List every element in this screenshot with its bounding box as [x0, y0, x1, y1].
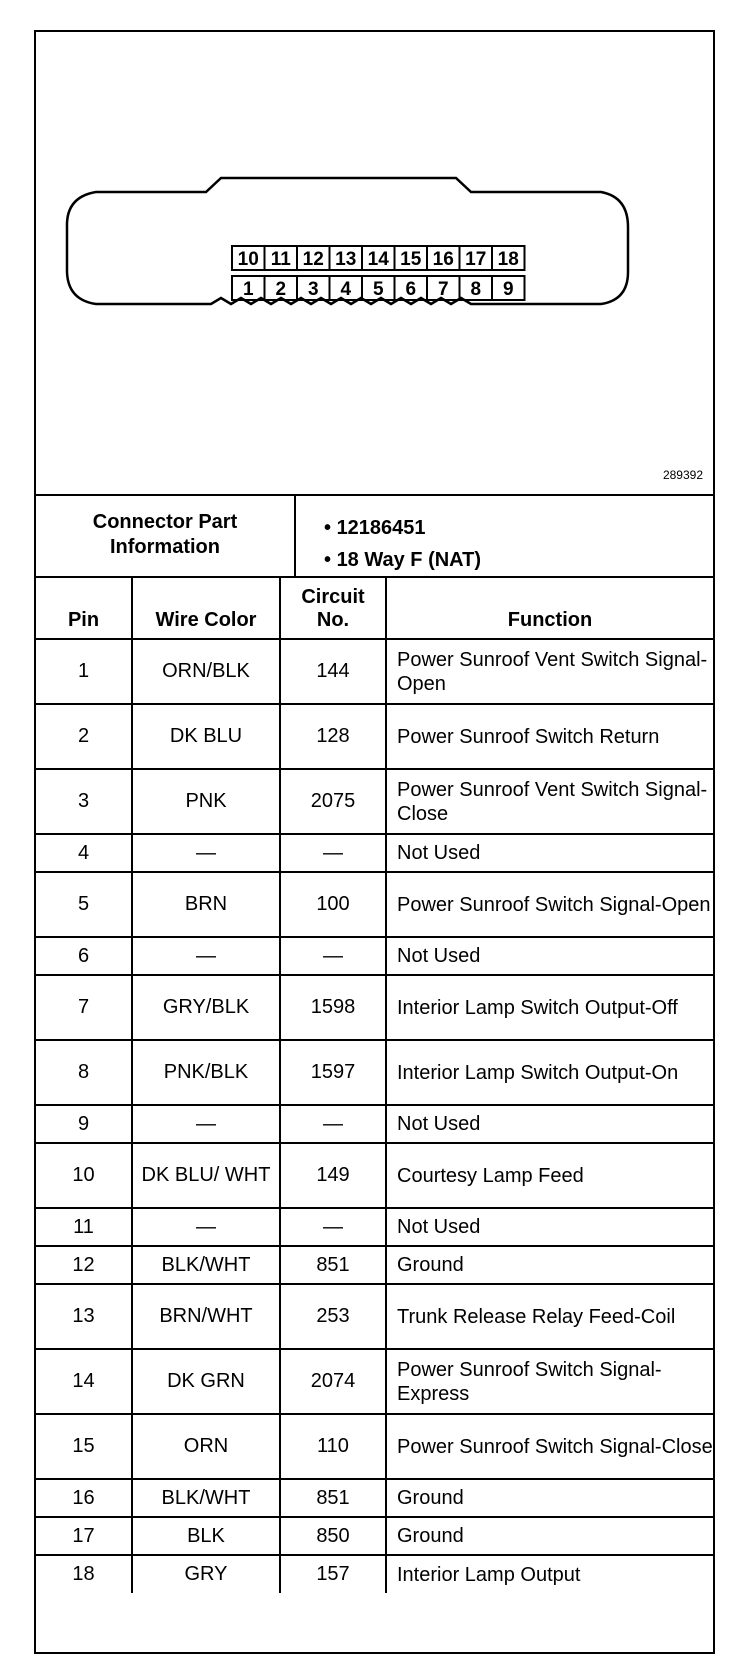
circuit-cell: 128 — [280, 704, 386, 769]
function-cell: Not Used — [386, 834, 713, 872]
table-row — [36, 1208, 713, 1246]
pin-cell: 9 — [36, 1105, 132, 1143]
circuit-cell: 850 — [280, 1517, 386, 1555]
table-header — [36, 577, 713, 639]
pin-number-label: 14 — [367, 249, 389, 270]
circuit-cell: 100 — [280, 872, 386, 937]
connector-part-number: • 12186451 — [324, 517, 426, 539]
connector-part-list — [324, 512, 481, 576]
pin-number-label: 9 — [502, 279, 514, 300]
pin-cell: 8 — [36, 1040, 132, 1105]
table-row — [36, 1479, 713, 1517]
function-cell: Interior Lamp Switch Output-On — [386, 1040, 713, 1105]
pin-number-label: 18 — [497, 249, 519, 270]
table-row — [36, 1040, 713, 1105]
wire-color-cell: BLK — [132, 1517, 280, 1555]
circuit-cell: 157 — [280, 1555, 386, 1593]
pin-number-label: 15 — [400, 249, 422, 270]
connector-type: • 18 Way F (NAT) — [324, 549, 482, 571]
pin-cell: 3 — [36, 769, 132, 834]
connector-part-label: Connector Part Information — [36, 494, 296, 576]
circuit-cell: 110 — [280, 1414, 386, 1479]
pinout-table — [36, 576, 713, 1593]
function-cell: Ground — [386, 1479, 713, 1517]
wire-color-cell: PNK — [132, 769, 280, 834]
function-cell: Not Used — [386, 937, 713, 975]
table-row — [36, 1555, 713, 1593]
function-cell: Interior Lamp Output — [386, 1555, 713, 1593]
function-cell: Not Used — [386, 1105, 713, 1143]
wire-color-cell: GRY — [132, 1555, 280, 1593]
circuit-cell: — — [280, 1105, 386, 1143]
wire-color-cell: ORN/BLK — [132, 639, 280, 704]
pin-cell: 13 — [36, 1284, 132, 1349]
wire-color-cell: — — [132, 1105, 280, 1143]
wire-color-cell: BRN/WHT — [132, 1284, 280, 1349]
pin-cell: 14 — [36, 1349, 132, 1414]
circuit-cell: 253 — [280, 1284, 386, 1349]
function-cell: Power Sunroof Vent Switch Signal-Open — [386, 639, 713, 704]
circuit-cell: 2075 — [280, 769, 386, 834]
wire-color-cell: — — [132, 1208, 280, 1246]
pin-number-label: 16 — [432, 249, 454, 270]
table-row — [36, 937, 713, 975]
function-cell: Interior Lamp Switch Output-Off — [386, 975, 713, 1040]
circuit-cell: 1597 — [280, 1040, 386, 1105]
pin-number-label: 10 — [237, 249, 259, 270]
function-cell: Power Sunroof Switch Signal-Open — [386, 872, 713, 937]
table-row — [36, 1246, 713, 1284]
pin-number-label: 4 — [340, 279, 352, 300]
header-wire-color: Wire Color — [132, 577, 280, 639]
pin-number-label: 3 — [307, 279, 319, 300]
pin-cell: 18 — [36, 1555, 132, 1593]
circuit-cell: — — [280, 834, 386, 872]
table-row — [36, 1105, 713, 1143]
wire-color-cell: ORN — [132, 1414, 280, 1479]
circuit-cell: 149 — [280, 1143, 386, 1208]
connector-outline-drawing — [36, 32, 713, 494]
table-row — [36, 1349, 713, 1414]
pin-number-label: 13 — [335, 249, 357, 270]
pin-number-label: 11 — [270, 249, 291, 270]
pin-number-label: 7 — [437, 279, 449, 300]
table-row — [36, 834, 713, 872]
circuit-cell: — — [280, 1208, 386, 1246]
connector-sheet — [34, 30, 715, 1654]
wire-color-cell: BLK/WHT — [132, 1479, 280, 1517]
wire-color-cell: PNK/BLK — [132, 1040, 280, 1105]
table-row — [36, 1143, 713, 1208]
header-function: Function — [386, 577, 713, 639]
pin-number-label: 17 — [465, 249, 487, 270]
header-circuit: Circuit No. — [280, 577, 386, 639]
table-row — [36, 1284, 713, 1349]
pin-number-label: 1 — [242, 279, 254, 300]
table-row — [36, 1414, 713, 1479]
circuit-cell: 1598 — [280, 975, 386, 1040]
wire-color-cell: DK BLU — [132, 704, 280, 769]
table-row — [36, 872, 713, 937]
connector-diagram — [36, 32, 713, 496]
pin-number-label: 2 — [275, 279, 287, 300]
wire-color-cell: — — [132, 937, 280, 975]
pin-cell: 4 — [36, 834, 132, 872]
circuit-cell: 851 — [280, 1479, 386, 1517]
wire-color-cell: — — [132, 834, 280, 872]
header-pin: Pin — [36, 577, 132, 639]
function-cell: Courtesy Lamp Feed — [386, 1143, 713, 1208]
table-row — [36, 975, 713, 1040]
wire-color-cell: DK GRN — [132, 1349, 280, 1414]
function-cell: Power Sunroof Switch Signal- Express — [386, 1349, 713, 1414]
pin-cell: 5 — [36, 872, 132, 937]
pin-cell: 11 — [36, 1208, 132, 1246]
function-cell: Power Sunroof Vent Switch Signal-Close — [386, 769, 713, 834]
table-row — [36, 1517, 713, 1555]
pin-number-label: 6 — [405, 279, 417, 300]
pin-number-label: 5 — [372, 279, 384, 300]
function-cell: Ground — [386, 1246, 713, 1284]
function-cell: Not Used — [386, 1208, 713, 1246]
pin-cell: 10 — [36, 1143, 132, 1208]
circuit-cell: 144 — [280, 639, 386, 704]
pin-number-label: 8 — [470, 279, 482, 300]
circuit-cell: — — [280, 937, 386, 975]
pin-cell: 2 — [36, 704, 132, 769]
wire-color-cell: GRY/BLK — [132, 975, 280, 1040]
table-row — [36, 769, 713, 834]
wire-color-cell: BLK/WHT — [132, 1246, 280, 1284]
pin-cell: 16 — [36, 1479, 132, 1517]
wire-color-cell: BRN — [132, 872, 280, 937]
pin-cell: 17 — [36, 1517, 132, 1555]
pin-cell: 6 — [36, 937, 132, 975]
connector-part-information — [36, 494, 713, 578]
function-cell: Trunk Release Relay Feed-Coil — [386, 1284, 713, 1349]
pin-number-label: 12 — [302, 249, 324, 270]
function-cell: Power Sunroof Switch Return — [386, 704, 713, 769]
table-row — [36, 639, 713, 704]
wire-color-cell: DK BLU/ WHT — [132, 1143, 280, 1208]
table-row — [36, 704, 713, 769]
pin-cell: 15 — [36, 1414, 132, 1479]
pin-cell: 12 — [36, 1246, 132, 1284]
figure-id: 289392 — [662, 468, 703, 482]
pin-cell: 1 — [36, 639, 132, 704]
circuit-cell: 2074 — [280, 1349, 386, 1414]
function-cell: Power Sunroof Switch Signal-Close — [386, 1414, 713, 1479]
function-cell: Ground — [386, 1517, 713, 1555]
pin-cell: 7 — [36, 975, 132, 1040]
circuit-cell: 851 — [280, 1246, 386, 1284]
